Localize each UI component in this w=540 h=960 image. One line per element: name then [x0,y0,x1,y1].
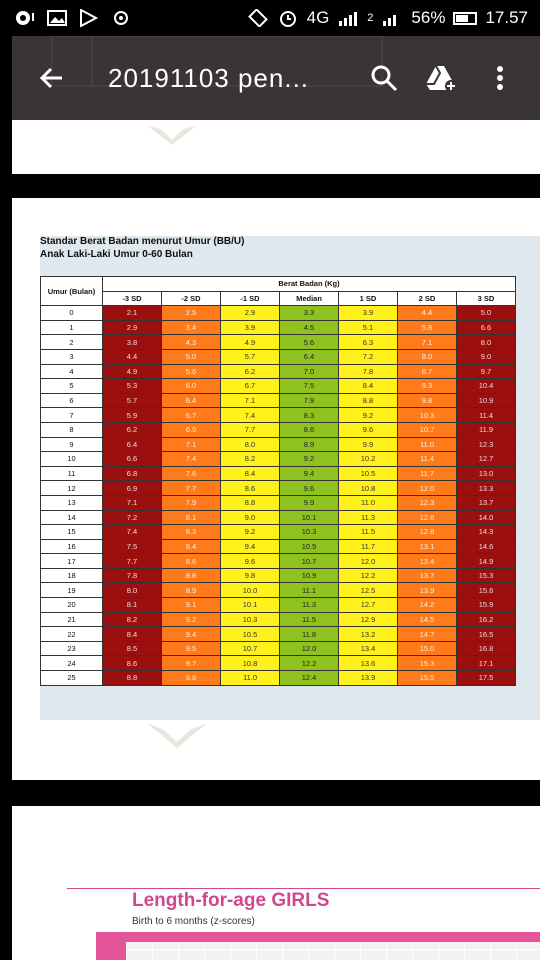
age-cell: 12 [41,481,103,496]
weight-cell: 6.6 [457,320,516,335]
weight-cell: 9.4 [280,466,339,481]
weight-cell: 2.5 [162,306,221,321]
age-cell: 11 [41,466,103,481]
table-row [41,452,516,467]
status-bar [0,0,540,36]
weight-cell: 6.4 [280,349,339,364]
weight-cell: 7.1 [221,393,280,408]
vibrate-icon [247,9,269,27]
weight-cell: 9.8 [398,393,457,408]
age-cell: 14 [41,510,103,525]
weight-cell: 11.3 [280,598,339,613]
weight-cell: 13.1 [398,539,457,554]
weight-cell: 9.6 [221,554,280,569]
weight-cell: 12.2 [339,568,398,583]
column-header: 1 SD [339,291,398,306]
weight-cell: 15.5 [398,671,457,686]
age-cell: 4 [41,364,103,379]
weight-cell: 9.7 [162,656,221,671]
weight-cell: 8.8 [339,393,398,408]
weight-cell: 9.9 [280,495,339,510]
weight-cell: 9.8 [221,568,280,583]
weight-cell: 13.0 [457,466,516,481]
table-row [41,554,516,569]
weight-cell: 7.1 [103,495,162,510]
weight-cell: 6.0 [162,379,221,394]
weight-cell: 6.7 [221,379,280,394]
table-row [41,598,516,613]
weight-cell: 9.2 [280,452,339,467]
weight-cell: 8.8 [162,568,221,583]
weight-cell: 7.7 [221,422,280,437]
weight-cell: 15.0 [398,641,457,656]
brightness-icon [110,9,132,27]
weight-cell: 7.1 [398,335,457,350]
document-title: 20191103 pen... [108,62,310,93]
growth-chart-subtitle: Birth to 6 months (z-scores) [132,916,255,927]
weight-cell: 3.9 [221,320,280,335]
weight-cell: 7.4 [162,452,221,467]
table-row [41,656,516,671]
weight-cell: 12.2 [280,656,339,671]
weight-cell: 11.0 [398,437,457,452]
age-cell: 1 [41,320,103,335]
weight-cell: 9.5 [162,641,221,656]
weight-cell: 8.1 [103,598,162,613]
weight-cell: 12.3 [398,495,457,510]
weight-cell: 10.7 [221,641,280,656]
weight-cell: 8.3 [280,408,339,423]
table-row [41,379,516,394]
table-row [41,671,516,686]
more-vert-icon [496,64,504,92]
age-cell: 17 [41,554,103,569]
weight-cell: 17.1 [457,656,516,671]
weight-cell: 7.4 [103,525,162,540]
age-cell: 5 [41,379,103,394]
weight-cell: 3.4 [162,320,221,335]
weight-cell: 12.6 [398,510,457,525]
weight-cell: 13.2 [339,627,398,642]
weight-cell: 5.3 [103,379,162,394]
battery-icon [453,12,477,25]
column-header: 3 SD [457,291,516,306]
weight-cell: 8.0 [221,437,280,452]
weight-cell: 16.5 [457,627,516,642]
table-row [41,422,516,437]
weight-cell: 5.9 [103,408,162,423]
age-cell: 24 [41,656,103,671]
table-row [41,568,516,583]
weight-cell: 8.9 [280,437,339,452]
weight-cell: 9.2 [221,525,280,540]
weight-cell: 10.1 [280,510,339,525]
weight-cell: 10.3 [398,408,457,423]
weight-cell: 6.4 [162,393,221,408]
weight-cell: 12.0 [339,554,398,569]
weight-cell: 12.4 [280,671,339,686]
table-subtitle: Anak Laki-Laki Umur 0-60 Bulan [40,249,193,260]
table-row [41,437,516,452]
weight-cell: 10.5 [339,466,398,481]
add-to-drive-button[interactable] [426,62,458,94]
weight-cell: 6.9 [103,481,162,496]
weight-cell: 11.3 [339,510,398,525]
play-store-icon [78,9,100,27]
signal-2-icon [381,9,403,27]
weight-cell: 7.5 [103,539,162,554]
weight-cell: 8.6 [162,554,221,569]
weight-cell: 12.8 [398,525,457,540]
table-row [41,408,516,423]
weight-cell: 9.1 [162,598,221,613]
weight-cell: 5.6 [280,335,339,350]
weight-cell: 7.2 [103,510,162,525]
weight-cell: 7.2 [339,349,398,364]
clock: 17.57 [485,8,528,27]
column-header: -1 SD [221,291,280,306]
table-row [41,583,516,598]
weight-cell: 14.3 [457,525,516,540]
weight-cell: 7.6 [162,466,221,481]
pdf-page-1 [12,120,540,174]
weight-cell: 5.8 [398,320,457,335]
weight-cell: 9.7 [457,364,516,379]
weight-cell: 13.7 [457,495,516,510]
weight-cell: 8.9 [162,583,221,598]
weight-cell: 11.0 [339,495,398,510]
weight-cell: 8.2 [221,452,280,467]
weight-cell: 5.0 [457,306,516,321]
weight-cell: 10.2 [339,452,398,467]
weight-cell: 8.3 [162,525,221,540]
age-cell: 6 [41,393,103,408]
weight-cell: 14.6 [457,539,516,554]
age-cell: 8 [41,422,103,437]
weight-cell: 8.0 [457,335,516,350]
growth-chart-grid [96,932,540,960]
table-row [41,349,516,364]
weight-cell: 13.9 [339,671,398,686]
table-row [41,481,516,496]
weight-cell: 14.9 [457,554,516,569]
weight-cell: 14.7 [398,627,457,642]
table-title: Standar Berat Badan menurut Umur (BB/U) [40,236,245,247]
alarm-icon [277,9,299,27]
age-cell: 10 [41,452,103,467]
weight-cell: 4.4 [103,349,162,364]
weight-cell: 7.1 [162,437,221,452]
weight-cell: 10.5 [280,539,339,554]
age-cell: 0 [41,306,103,321]
age-cell: 21 [41,612,103,627]
age-cell: 19 [41,583,103,598]
table-row [41,335,516,350]
weight-cell: 9.6 [339,422,398,437]
watermark-icon [142,718,212,754]
weight-cell: 12.9 [339,612,398,627]
more-options-button[interactable] [484,62,516,94]
column-header: -3 SD [103,291,162,306]
weight-cell: 3.3 [280,306,339,321]
age-cell: 9 [41,437,103,452]
table-row [41,306,516,321]
pdf-page-3 [12,806,540,960]
weight-cell: 11.9 [457,422,516,437]
weight-cell: 3.9 [339,306,398,321]
weight-cell: 10.3 [280,525,339,540]
weight-cell: 9.2 [339,408,398,423]
weight-cell: 17.5 [457,671,516,686]
weight-cell: 8.6 [103,656,162,671]
drive-add-icon [426,64,458,92]
weight-cell: 16.2 [457,612,516,627]
weight-cell: 5.7 [103,393,162,408]
app-bar [12,36,540,120]
table-row [41,364,516,379]
age-cell: 16 [41,539,103,554]
weight-cell: 10.4 [457,379,516,394]
header-rule [67,888,540,889]
weight-cell: 10.8 [221,656,280,671]
weight-cell: 12.5 [339,583,398,598]
table-row [41,510,516,525]
weight-cell: 10.9 [280,568,339,583]
weight-cell: 10.9 [457,393,516,408]
weight-cell: 12.0 [398,481,457,496]
weight-cell: 9.4 [162,627,221,642]
weight-cell: 10.3 [221,612,280,627]
weight-cell: 9.2 [162,612,221,627]
table-row [41,641,516,656]
weight-cell: 2.9 [221,306,280,321]
age-cell: 13 [41,495,103,510]
weight-cell: 7.7 [162,481,221,496]
weight-cell: 8.5 [103,641,162,656]
weight-cell: 15.9 [457,598,516,613]
age-cell: 18 [41,568,103,583]
weight-cell: 8.8 [221,495,280,510]
weight-cell: 8.4 [103,627,162,642]
weight-cell: 6.4 [103,437,162,452]
weight-cell: 8.7 [398,364,457,379]
weight-cell: 8.8 [103,671,162,686]
weight-cell: 7.0 [280,364,339,379]
battery-percent: 56% [411,8,446,27]
growth-chart-title: Length-for-age GIRLS [132,890,330,911]
weight-cell: 11.5 [339,525,398,540]
weight-cell: 16.8 [457,641,516,656]
table-row [41,393,516,408]
weight-cell: 8.6 [221,481,280,496]
table-row [41,320,516,335]
weight-cell: 6.6 [103,452,162,467]
table-row [41,466,516,481]
weight-cell: 9.0 [457,349,516,364]
weight-cell: 5.7 [221,349,280,364]
table-row [41,612,516,627]
weight-cell: 8.4 [162,539,221,554]
weight-cell: 14.5 [398,612,457,627]
column-header: 2 SD [398,291,457,306]
weight-cell: 7.5 [280,379,339,394]
weight-cell: 4.3 [162,335,221,350]
chat-bubble-icon [14,9,36,27]
sim-indicator: 2 [367,12,374,24]
weight-cell: 8.0 [103,583,162,598]
weight-cell: 4.5 [280,320,339,335]
weight-cell: 10.8 [339,481,398,496]
weight-cell: 2.9 [103,320,162,335]
age-cell: 15 [41,525,103,540]
weight-cell: 7.9 [162,495,221,510]
weight-cell: 8.0 [398,349,457,364]
weight-cell: 11.5 [280,612,339,627]
age-cell: 20 [41,598,103,613]
age-cell: 23 [41,641,103,656]
weight-cell: 9.8 [162,671,221,686]
weight-cell: 3.8 [103,335,162,350]
weight-cell: 11.1 [280,583,339,598]
back-arrow-icon [38,64,66,92]
weight-cell: 13.4 [398,554,457,569]
weight-cell: 12.7 [339,598,398,613]
weight-cell: 13.7 [398,568,457,583]
weight-cell: 11.8 [280,627,339,642]
weight-cell: 6.7 [162,408,221,423]
weight-cell: 8.6 [280,422,339,437]
weight-group-header: Berat Badan (Kg) [103,277,516,292]
weight-cell: 15.3 [457,568,516,583]
weight-cell: 9.3 [398,379,457,394]
weight-cell: 11.0 [221,671,280,686]
weight-cell: 8.2 [103,612,162,627]
weight-cell: 12.7 [457,452,516,467]
weight-cell: 13.9 [398,583,457,598]
weight-cell: 9.4 [221,539,280,554]
weight-cell: 7.9 [280,393,339,408]
back-button[interactable] [26,52,78,104]
table-row [41,495,516,510]
age-cell: 2 [41,335,103,350]
column-header: -2 SD [162,291,221,306]
weight-cell: 6.2 [221,364,280,379]
weight-cell: 7.8 [339,364,398,379]
weight-for-age-table-image [40,236,540,720]
weight-cell: 9.0 [221,510,280,525]
search-button[interactable] [368,62,400,94]
age-cell: 3 [41,349,103,364]
weight-cell: 5.0 [162,349,221,364]
weight-cell: 7.7 [103,554,162,569]
weight-cell: 8.4 [221,466,280,481]
age-header: Umur (Bulan) [41,277,103,306]
weight-cell: 9.9 [339,437,398,452]
weight-cell: 11.7 [398,466,457,481]
weight-cell: 4.9 [221,335,280,350]
weight-cell: 2.1 [103,306,162,321]
weight-cell: 8.4 [339,379,398,394]
weight-cell: 10.5 [221,627,280,642]
weight-cell: 15.6 [457,583,516,598]
image-icon [46,9,68,27]
weight-cell: 12.0 [280,641,339,656]
age-cell: 7 [41,408,103,423]
weight-cell: 9.6 [280,481,339,496]
age-cell: 25 [41,671,103,686]
weight-cell: 13.6 [339,656,398,671]
weight-cell: 13.4 [339,641,398,656]
weight-cell: 12.3 [457,437,516,452]
weight-cell: 11.7 [339,539,398,554]
weight-cell: 5.6 [162,364,221,379]
weight-cell: 11.4 [398,452,457,467]
weight-cell: 13.3 [457,481,516,496]
weight-cell: 5.1 [339,320,398,335]
pdf-page-2 [12,198,540,780]
weight-cell: 14.2 [398,598,457,613]
weight-table [40,276,516,686]
weight-cell: 4.9 [103,364,162,379]
signal-icon [337,9,359,27]
weight-cell: 6.8 [103,466,162,481]
weight-cell: 14.0 [457,510,516,525]
weight-cell: 10.7 [398,422,457,437]
table-row [41,525,516,540]
weight-cell: 10.0 [221,583,280,598]
column-header: Median [280,291,339,306]
weight-cell: 6.9 [162,422,221,437]
weight-cell: 15.3 [398,656,457,671]
weight-cell: 4.4 [398,306,457,321]
weight-cell: 10.1 [221,598,280,613]
table-row [41,539,516,554]
search-icon [370,64,398,92]
table-row [41,627,516,642]
weight-cell: 10.7 [280,554,339,569]
watermark-icon [142,120,202,150]
weight-cell: 6.2 [103,422,162,437]
weight-cell: 8.1 [162,510,221,525]
age-cell: 22 [41,627,103,642]
weight-cell: 6.3 [339,335,398,350]
weight-cell: 7.8 [103,568,162,583]
weight-cell: 7.4 [221,408,280,423]
weight-cell: 11.4 [457,408,516,423]
network-type: 4G [306,8,330,27]
